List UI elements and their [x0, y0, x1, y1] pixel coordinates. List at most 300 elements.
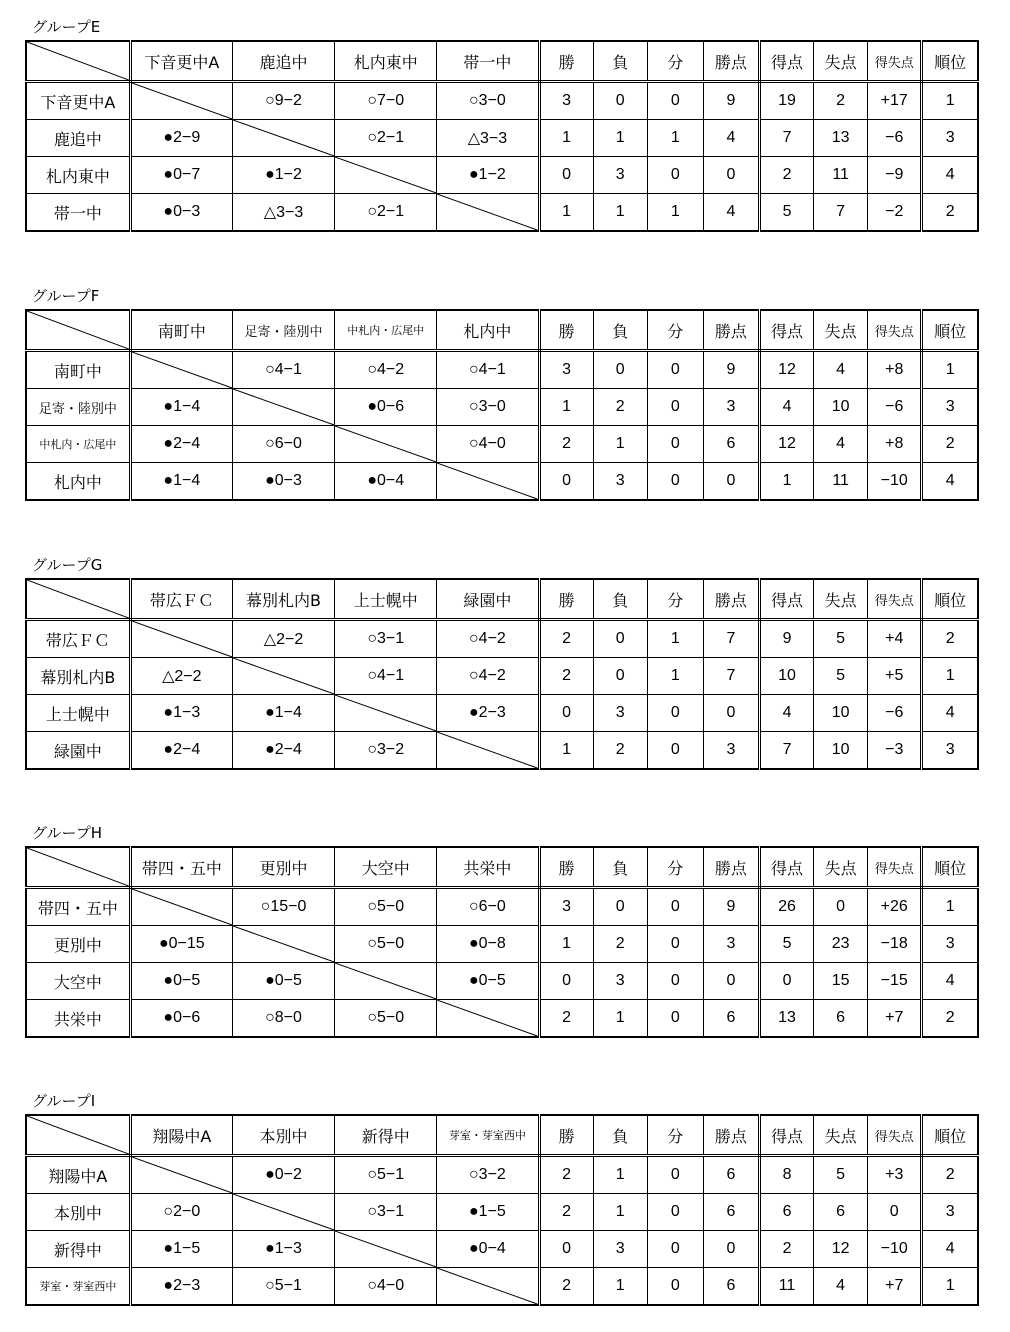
stat-cell: 0	[703, 695, 759, 732]
stat-column-header: 勝	[539, 847, 593, 888]
match-result-cell: ●1−3	[130, 695, 232, 732]
match-result-cell: ●2−4	[130, 426, 232, 463]
stat-cell: 1	[593, 1194, 647, 1231]
stat-cell: 1	[593, 426, 647, 463]
stat-cell: 2	[922, 1000, 978, 1038]
header-row	[26, 847, 978, 888]
stat-cell: 0	[703, 463, 759, 501]
team-row-label: 大空中	[26, 963, 130, 1000]
match-result-cell: ○4−1	[335, 658, 437, 695]
team-column-header: 新得中	[335, 1115, 437, 1156]
stat-cell: 3	[922, 926, 978, 963]
group-section	[0, 1092, 1010, 1332]
stat-cell: 3	[539, 82, 593, 120]
stat-cell: −3	[868, 732, 922, 770]
team-column-header: 芽室・芽室西中	[437, 1115, 539, 1156]
match-result-cell: ●0−3	[130, 194, 232, 232]
stat-cell: 9	[703, 82, 759, 120]
team-row-label: 中札内・広尾中	[26, 426, 130, 463]
stat-cell: 0	[647, 732, 703, 770]
stat-cell: 1	[647, 658, 703, 695]
stat-cell: +7	[868, 1000, 922, 1038]
match-result-cell: ○2−1	[335, 120, 437, 157]
stat-column-header: 負	[593, 310, 647, 351]
stat-cell: 3	[922, 120, 978, 157]
stat-column-header: 勝点	[703, 1115, 759, 1156]
stat-cell: +3	[868, 1156, 922, 1194]
stat-cell: 7	[703, 620, 759, 658]
stat-cell: 1	[539, 732, 593, 770]
stat-cell: 19	[759, 82, 813, 120]
match-result-cell: ●2−3	[130, 1268, 232, 1306]
stat-column-header: 得点	[759, 847, 813, 888]
stat-cell: 0	[703, 157, 759, 194]
stat-cell: 2	[539, 1156, 593, 1194]
team-row	[26, 926, 978, 963]
match-result-cell: ○5−0	[335, 1000, 437, 1038]
stat-cell: 2	[759, 1231, 813, 1268]
stat-cell: −6	[868, 389, 922, 426]
stat-cell: 0	[539, 157, 593, 194]
header-row	[26, 579, 978, 620]
stat-cell: 0	[593, 351, 647, 389]
stat-cell: 3	[922, 1194, 978, 1231]
match-result-cell: ●1−3	[232, 1231, 334, 1268]
self-match-cell	[335, 1231, 437, 1268]
team-row-label: 札内東中	[26, 157, 130, 194]
stat-cell: 0	[647, 1000, 703, 1038]
match-result-cell: ○5−1	[232, 1268, 334, 1306]
stat-cell: 1	[593, 120, 647, 157]
match-result-cell: ○5−0	[335, 926, 437, 963]
team-column-header: 上士幌中	[335, 579, 437, 620]
stat-cell: 2	[922, 620, 978, 658]
team-column-header: 下音更中A	[130, 41, 232, 82]
stat-column-header: 順位	[922, 41, 978, 82]
team-row	[26, 82, 978, 120]
stat-cell: 6	[703, 1156, 759, 1194]
stat-cell: 2	[539, 1000, 593, 1038]
team-row-label: 南町中	[26, 351, 130, 389]
stat-cell: 0	[647, 1156, 703, 1194]
team-row	[26, 463, 978, 501]
team-column-header: 緑園中	[437, 579, 539, 620]
match-result-cell: ○4−1	[437, 351, 539, 389]
match-result-cell: ●0−5	[232, 963, 334, 1000]
stat-cell: 2	[922, 1156, 978, 1194]
match-result-cell: ●1−4	[130, 389, 232, 426]
team-row-label: 帯広ＦＣ	[26, 620, 130, 658]
self-match-cell	[232, 389, 334, 426]
match-result-cell: ●0−6	[335, 389, 437, 426]
team-row-label: 足寄・陸別中	[26, 389, 130, 426]
stat-cell: 0	[647, 1268, 703, 1306]
self-match-cell	[130, 351, 232, 389]
stat-cell: 11	[814, 157, 868, 194]
stat-cell: −6	[868, 695, 922, 732]
stat-cell: −10	[868, 463, 922, 501]
stat-cell: 1	[593, 1000, 647, 1038]
match-result-cell: △3−3	[232, 194, 334, 232]
stat-cell: 9	[703, 888, 759, 926]
stat-cell: 0	[647, 963, 703, 1000]
team-row-label: 芽室・芽室西中	[26, 1268, 130, 1306]
team-row	[26, 1194, 978, 1231]
team-row-label: 鹿追中	[26, 120, 130, 157]
standings-table	[25, 846, 979, 1038]
stat-column-header: 順位	[922, 1115, 978, 1156]
stat-cell: 1	[539, 926, 593, 963]
team-row	[26, 620, 978, 658]
stat-column-header: 分	[647, 579, 703, 620]
stat-cell: 12	[814, 1231, 868, 1268]
team-row-label: 新得中	[26, 1231, 130, 1268]
self-match-cell	[130, 82, 232, 120]
stat-cell: 0	[647, 157, 703, 194]
stat-cell: 10	[814, 389, 868, 426]
stat-cell: 3	[593, 695, 647, 732]
team-column-header: 足寄・陸別中	[232, 310, 334, 351]
group-title: グループI	[32, 1092, 96, 1110]
stat-cell: 10	[814, 695, 868, 732]
header-row	[26, 310, 978, 351]
stat-column-header: 負	[593, 579, 647, 620]
match-result-cell: ○3−1	[335, 620, 437, 658]
match-result-cell: ○2−1	[335, 194, 437, 232]
stat-cell: 0	[539, 463, 593, 501]
team-row-label: 本別中	[26, 1194, 130, 1231]
match-result-cell: △3−3	[437, 120, 539, 157]
stat-column-header: 失点	[814, 579, 868, 620]
stat-cell: 0	[647, 351, 703, 389]
team-row-label: 幕別札内B	[26, 658, 130, 695]
team-row-label: 帯一中	[26, 194, 130, 232]
team-row	[26, 1231, 978, 1268]
stat-cell: 0	[647, 926, 703, 963]
match-result-cell: ●0−15	[130, 926, 232, 963]
corner-cell	[26, 579, 130, 620]
stat-cell: 3	[922, 389, 978, 426]
team-row	[26, 120, 978, 157]
team-row	[26, 157, 978, 194]
match-result-cell: ○5−0	[335, 888, 437, 926]
standings-table	[25, 40, 979, 232]
match-result-cell: ○3−1	[335, 1194, 437, 1231]
match-result-cell: ●1−4	[232, 695, 334, 732]
stat-cell: 0	[647, 1231, 703, 1268]
stat-cell: 6	[814, 1000, 868, 1038]
stat-cell: 3	[593, 463, 647, 501]
stat-column-header: 勝	[539, 1115, 593, 1156]
self-match-cell	[232, 658, 334, 695]
team-column-header: 帯広ＦＣ	[130, 579, 232, 620]
header-row	[26, 41, 978, 82]
match-result-cell: ○7−0	[335, 82, 437, 120]
stat-cell: 0	[539, 695, 593, 732]
self-match-cell	[130, 620, 232, 658]
match-result-cell: ●0−5	[437, 963, 539, 1000]
match-result-cell: ●0−4	[437, 1231, 539, 1268]
team-row	[26, 963, 978, 1000]
team-row	[26, 351, 978, 389]
team-row-label: 上士幌中	[26, 695, 130, 732]
stat-cell: 1	[759, 463, 813, 501]
team-column-header: 共栄中	[437, 847, 539, 888]
stat-column-header: 順位	[922, 310, 978, 351]
stat-column-header: 勝	[539, 41, 593, 82]
standings-table	[25, 309, 979, 501]
team-row	[26, 695, 978, 732]
stat-cell: 0	[593, 620, 647, 658]
stat-cell: 6	[703, 1268, 759, 1306]
stat-column-header: 失点	[814, 1115, 868, 1156]
stat-column-header: 失点	[814, 41, 868, 82]
stat-cell: 7	[759, 732, 813, 770]
stat-cell: 9	[703, 351, 759, 389]
stat-cell: 0	[868, 1194, 922, 1231]
stat-cell: 3	[703, 732, 759, 770]
stat-cell: 6	[703, 426, 759, 463]
stat-cell: 1	[539, 120, 593, 157]
stat-cell: 2	[922, 194, 978, 232]
stat-cell: 3	[703, 926, 759, 963]
stat-cell: 2	[539, 1268, 593, 1306]
match-result-cell: ○4−1	[232, 351, 334, 389]
standings-table	[25, 1114, 979, 1306]
stat-cell: 2	[539, 658, 593, 695]
stat-column-header: 順位	[922, 847, 978, 888]
stat-cell: 2	[539, 1194, 593, 1231]
match-result-cell: ○4−2	[437, 620, 539, 658]
stat-column-header: 失点	[814, 310, 868, 351]
team-row-label: 下音更中A	[26, 82, 130, 120]
match-result-cell: ○2−0	[130, 1194, 232, 1231]
stat-cell: 26	[759, 888, 813, 926]
stat-cell: 4	[922, 157, 978, 194]
stat-cell: 9	[759, 620, 813, 658]
team-column-header: 本別中	[232, 1115, 334, 1156]
stat-column-header: 得失点	[868, 579, 922, 620]
stat-cell: 1	[922, 351, 978, 389]
stat-cell: 3	[539, 351, 593, 389]
stat-cell: 11	[759, 1268, 813, 1306]
team-row	[26, 888, 978, 926]
stat-column-header: 順位	[922, 579, 978, 620]
match-result-cell: △2−2	[130, 658, 232, 695]
stat-cell: 7	[703, 658, 759, 695]
stat-cell: 13	[759, 1000, 813, 1038]
match-result-cell: ○4−0	[437, 426, 539, 463]
match-result-cell: ●1−2	[437, 157, 539, 194]
match-result-cell: ●0−4	[335, 463, 437, 501]
team-row-label: 札内中	[26, 463, 130, 501]
team-column-header: 札内東中	[335, 41, 437, 82]
stat-cell: 12	[759, 426, 813, 463]
team-column-header: 更別中	[232, 847, 334, 888]
stat-column-header: 勝点	[703, 41, 759, 82]
stat-cell: 0	[593, 888, 647, 926]
stat-column-header: 負	[593, 41, 647, 82]
stat-cell: 3	[703, 389, 759, 426]
self-match-cell	[335, 695, 437, 732]
stat-cell: 7	[814, 194, 868, 232]
stat-cell: 10	[759, 658, 813, 695]
stat-cell: 5	[814, 658, 868, 695]
stat-cell: 2	[593, 389, 647, 426]
match-result-cell: ○6−0	[437, 888, 539, 926]
team-column-header: 帯一中	[437, 41, 539, 82]
stat-column-header: 負	[593, 1115, 647, 1156]
stat-column-header: 分	[647, 41, 703, 82]
stat-column-header: 得失点	[868, 847, 922, 888]
stat-column-header: 勝点	[703, 579, 759, 620]
stat-cell: 12	[759, 351, 813, 389]
self-match-cell	[437, 463, 539, 501]
match-result-cell: ○3−2	[437, 1156, 539, 1194]
stat-cell: 2	[922, 426, 978, 463]
stat-cell: 0	[647, 426, 703, 463]
match-result-cell: ○4−2	[437, 658, 539, 695]
stat-cell: 2	[539, 426, 593, 463]
stat-cell: 6	[759, 1194, 813, 1231]
stat-cell: 0	[814, 888, 868, 926]
stat-column-header: 勝	[539, 310, 593, 351]
team-column-header: 帯四・五中	[130, 847, 232, 888]
match-result-cell: ○5−1	[335, 1156, 437, 1194]
group-section	[0, 287, 1010, 527]
team-column-header: 幕別札内B	[232, 579, 334, 620]
self-match-cell	[437, 1268, 539, 1306]
match-result-cell: ●0−5	[130, 963, 232, 1000]
stat-cell: 1	[539, 194, 593, 232]
stat-cell: 4	[759, 695, 813, 732]
self-match-cell	[130, 1156, 232, 1194]
stat-column-header: 勝点	[703, 310, 759, 351]
header-row	[26, 1115, 978, 1156]
stat-cell: 0	[593, 658, 647, 695]
match-result-cell: ●0−2	[232, 1156, 334, 1194]
stat-column-header: 勝点	[703, 847, 759, 888]
team-row	[26, 1156, 978, 1194]
stat-cell: 1	[647, 620, 703, 658]
stat-column-header: 分	[647, 847, 703, 888]
stat-cell: 1	[593, 1268, 647, 1306]
team-row	[26, 732, 978, 770]
stat-cell: 0	[647, 888, 703, 926]
self-match-cell	[335, 157, 437, 194]
stat-cell: 0	[647, 1194, 703, 1231]
stat-cell: 1	[922, 82, 978, 120]
group-title: グループE	[32, 18, 101, 36]
stat-cell: 0	[703, 963, 759, 1000]
stat-column-header: 分	[647, 310, 703, 351]
match-result-cell: ●1−5	[437, 1194, 539, 1231]
corner-cell	[26, 310, 130, 351]
self-match-cell	[437, 1000, 539, 1038]
match-result-cell: ●0−3	[232, 463, 334, 501]
stat-cell: 5	[814, 1156, 868, 1194]
stat-column-header: 分	[647, 1115, 703, 1156]
team-row	[26, 194, 978, 232]
stat-column-header: 得失点	[868, 310, 922, 351]
team-row	[26, 1000, 978, 1038]
stat-column-header: 得点	[759, 41, 813, 82]
stat-cell: 1	[647, 120, 703, 157]
stat-cell: 3	[593, 963, 647, 1000]
match-result-cell: ●0−6	[130, 1000, 232, 1038]
standings-table	[25, 578, 979, 770]
corner-cell	[26, 847, 130, 888]
team-row-label: 翔陽中A	[26, 1156, 130, 1194]
stat-cell: 13	[814, 120, 868, 157]
stat-cell: 4	[922, 695, 978, 732]
stat-cell: 4	[814, 426, 868, 463]
stat-cell: +26	[868, 888, 922, 926]
team-column-header: 鹿追中	[232, 41, 334, 82]
stat-cell: +17	[868, 82, 922, 120]
self-match-cell	[335, 963, 437, 1000]
stat-cell: 15	[814, 963, 868, 1000]
stat-cell: −10	[868, 1231, 922, 1268]
match-result-cell: ○15−0	[232, 888, 334, 926]
stat-column-header: 得点	[759, 579, 813, 620]
stat-cell: 11	[814, 463, 868, 501]
stat-cell: 3	[539, 888, 593, 926]
match-result-cell: ●2−4	[130, 732, 232, 770]
stat-cell: −2	[868, 194, 922, 232]
stat-cell: +4	[868, 620, 922, 658]
stat-cell: 3	[593, 1231, 647, 1268]
stat-cell: 23	[814, 926, 868, 963]
stat-cell: 4	[703, 194, 759, 232]
self-match-cell	[437, 194, 539, 232]
self-match-cell	[232, 120, 334, 157]
match-result-cell: ○6−0	[232, 426, 334, 463]
stat-cell: 10	[814, 732, 868, 770]
stat-column-header: 得失点	[868, 41, 922, 82]
team-row-label: 帯四・五中	[26, 888, 130, 926]
team-row-label: 緑園中	[26, 732, 130, 770]
match-result-cell: ○4−2	[335, 351, 437, 389]
stat-cell: 6	[814, 1194, 868, 1231]
stat-cell: 1	[922, 1268, 978, 1306]
match-result-cell: ●2−4	[232, 732, 334, 770]
match-result-cell: ●2−9	[130, 120, 232, 157]
match-result-cell: ○9−2	[232, 82, 334, 120]
match-result-cell: ●0−7	[130, 157, 232, 194]
group-section	[0, 18, 1010, 258]
team-row-label: 更別中	[26, 926, 130, 963]
stat-cell: 1	[922, 888, 978, 926]
stat-cell: 0	[647, 463, 703, 501]
stat-cell: 1	[593, 194, 647, 232]
self-match-cell	[335, 426, 437, 463]
group-section	[0, 824, 1010, 1064]
stat-cell: 0	[593, 82, 647, 120]
stat-column-header: 得失点	[868, 1115, 922, 1156]
stat-cell: −6	[868, 120, 922, 157]
stat-cell: 4	[922, 463, 978, 501]
stat-cell: 0	[703, 1231, 759, 1268]
stat-column-header: 得点	[759, 310, 813, 351]
team-column-header: 札内中	[437, 310, 539, 351]
match-result-cell: ●0−8	[437, 926, 539, 963]
group-section	[0, 556, 1010, 796]
match-result-cell: ●1−4	[130, 463, 232, 501]
stat-cell: 0	[539, 1231, 593, 1268]
stat-cell: 4	[922, 1231, 978, 1268]
stat-cell: +5	[868, 658, 922, 695]
